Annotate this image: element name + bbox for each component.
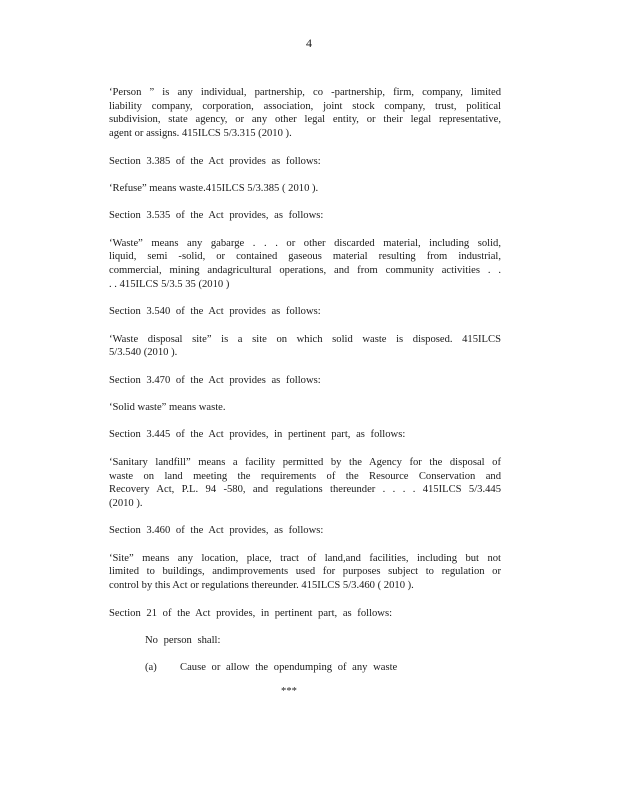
ellipsis-stars: *** [281, 685, 297, 697]
definition-paragraph [109, 456, 501, 511]
paragraph-line: Recovery Act, P.L. 94 -580, and regulations thereunder . . . . 415ILCS 5/3.445 [109, 484, 501, 496]
section-heading: Section 3.470 of the Act provides as follows: [109, 374, 321, 386]
paragraph-line: ‘Site” means any location, place, tract of land,and facilities, including but not [109, 552, 501, 564]
paragraph-line: ‘Waste disposal site” is a site on which solid waste is disposed. 415ILCS [109, 333, 501, 345]
definition-paragraph [109, 552, 501, 593]
section-heading: Section 3.540 of the Act provides as follows: [109, 306, 321, 318]
section-heading: Section 3.385 of the Act provides as follows: [109, 155, 321, 167]
indented-clause: No person shall: [145, 634, 221, 646]
section-heading: Section 21 of the Act provides, in pertinent part, as follows: [109, 607, 393, 619]
paragraph-line: subdivision, state agency, or any other legal entity, or their legal representative, [109, 114, 501, 126]
paragraph-line: control by this Act or regulations thereunder. 415ILCS 5/3.460 ( 2010 ). [109, 580, 414, 592]
paragraph-line: . . 415ILCS 5/3.5 35 (2010 ) [109, 278, 230, 290]
paragraph-line: agent or assigns. 415ILCS 5/3.315 (2010 ). [109, 128, 292, 140]
paragraph-line: liquid, semi -solid, or contained gaseous material resulting from industrial, [109, 251, 501, 263]
definition-paragraph [109, 86, 501, 141]
paragraph-line: 5/3.540 (2010 ). [109, 347, 178, 359]
paragraph-line: ‘Waste” means any gabarge . . . or other discarded material, including solid, [109, 237, 501, 249]
paragraph-line: ‘Solid waste” means waste. [109, 402, 226, 414]
section-heading: Section 3.535 of the Act provides, as follows: [109, 210, 324, 222]
paragraph-line: ‘Person ” is any individual, partnership, co -partnership, firm, company, limited [109, 87, 501, 98]
paragraph-line: ‘Refuse” means waste.415ILCS 5/3.385 ( 2010 ). [109, 182, 319, 194]
list-item [145, 661, 501, 675]
page-number: 4 [306, 36, 312, 50]
paragraph-line: (2010 ). [109, 497, 143, 509]
paragraph-line: limited to buildings, andimprovements used for purposes subject to regulation or [109, 566, 501, 578]
paragraph-line: commercial, mining andagricultural operations, and from community activities . . [109, 265, 501, 277]
section-heading: Section 3.460 of the Act provides, as follows: [109, 525, 324, 537]
definition-paragraph [109, 333, 501, 360]
paragraph-line: waste on land meeting the requirements of the Resource Conservation and [109, 470, 501, 482]
list-item-label: (a) [145, 662, 157, 674]
section-heading: Section 3.445 of the Act provides, in pertinent part, as follows: [109, 429, 406, 441]
definition-paragraph [109, 237, 501, 292]
document-body [109, 86, 501, 698]
paragraph-line: liability company, corporation, association, joint stock company, trust, political [109, 100, 501, 112]
list-item-text: Cause or allow the opendumping of any waste [180, 662, 398, 674]
definition-paragraph [109, 401, 501, 415]
definition-paragraph [109, 182, 501, 196]
paragraph-line: ‘Sanitary landfill” means a facility permitted by the Agency for the disposal of [109, 456, 501, 468]
